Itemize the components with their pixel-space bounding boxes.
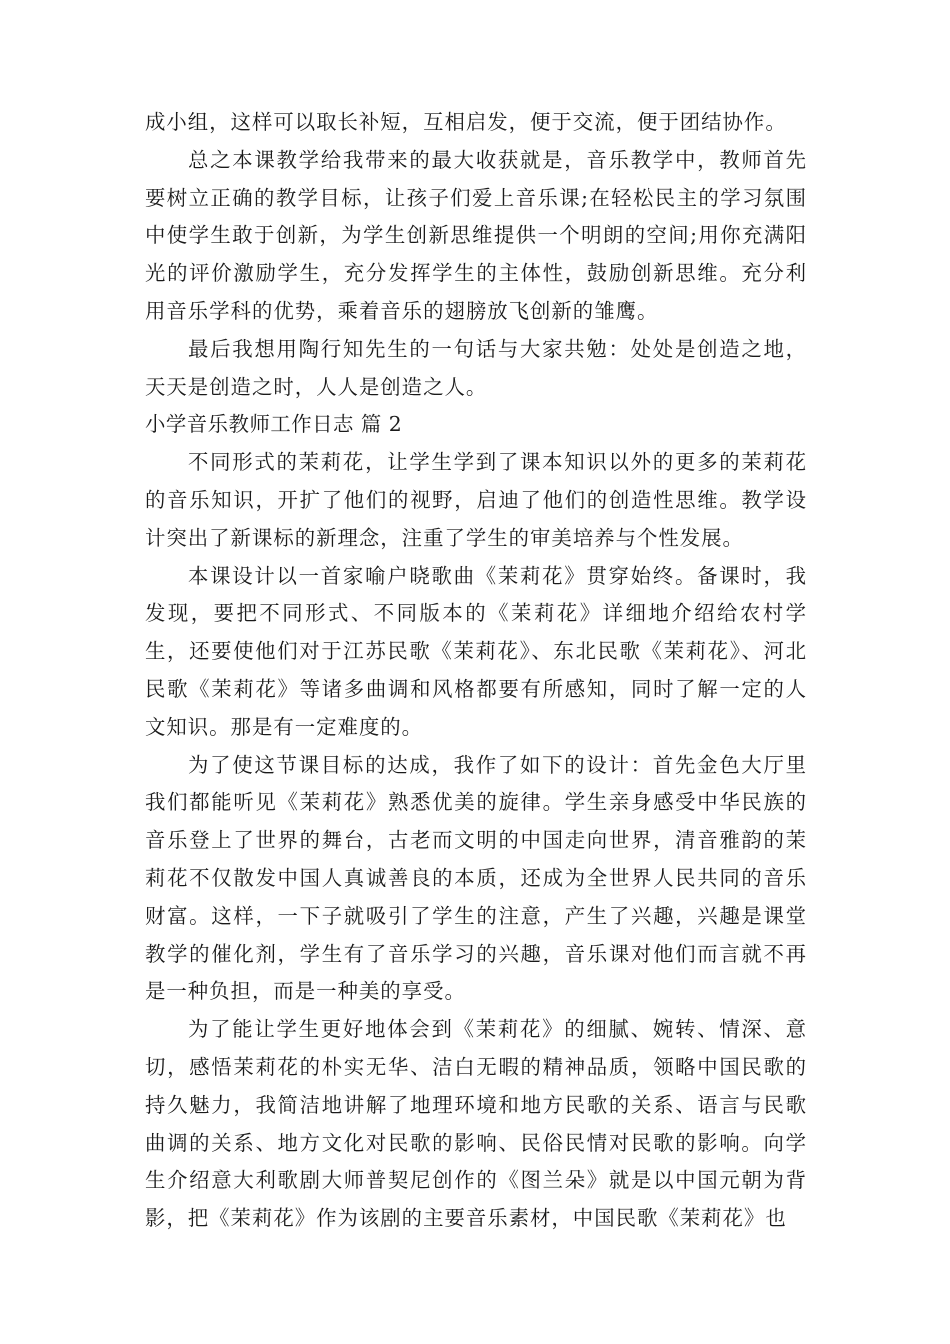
paragraph: 总之本课教学给我带来的最大收获就是，音乐教学中，教师首先要树立正确的教学目标，让孩子们爱上音乐课;在轻松民主的学习氛围中使学生敢于创新，为学生创新思维提供一个明朗的空间;用你充满阳光的评价激励学生，充分发挥学生的主体性，鼓励创新思维。充分利用音乐学科的优势，乘着音乐的翅膀放飞创新的雏鹰。 bbox=[145, 147, 807, 323]
paragraph: 为了能让学生更好地体会到《茉莉花》的细腻、婉转、情深、意切，感悟茉莉花的朴实无华、洁白无暇的精神品质，领略中国民歌的持久魅力，我简洁地讲解了地理环境和地方民歌的关系、语言与民歌曲调的关系、地方文化对民歌的影响、民俗民情对民歌的影响。向学生介绍意大利歌剧大师普契尼创作的《图兰朵》就是以中国元朝为背影，把《茉莉花》作为该剧的主要音乐素材，中国民歌《茉莉花》也 bbox=[145, 1017, 807, 1231]
paragraph: 成小组，这样可以取长补短，互相启发，便于交流，便于团结协作。 bbox=[145, 110, 787, 134]
paragraph: 不同形式的茉莉花，让学生学到了课本知识以外的更多的茉莉花的音乐知识，开扩了他们的视野，启迪了他们的创造性思维。教学设计突出了新课标的新理念，注重了学生的审美培养与个性发展。 bbox=[145, 450, 807, 550]
paragraph: 本课设计以一首家喻户晓歌曲《茉莉花》贯穿始终。备课时，我发现，要把不同形式、不同版本的《茉莉花》详细地介绍给农村学生，还要使他们对于江苏民歌《茉莉花》、东北民歌《茉莉花》、河北民歌《茉莉花》等诸多曲调和风格都要有所感知，同时了解一定的人文知识。那是有一定难度的。 bbox=[145, 563, 807, 739]
section-heading: 小学音乐教师工作日志 篇 2 bbox=[145, 412, 403, 437]
paragraph: 最后我想用陶行知先生的一句话与大家共勉：处处是创造之地，天天是创造之时，人人是创造之人。 bbox=[145, 336, 807, 399]
document-body bbox=[145, 104, 807, 1238]
paragraph: 为了使这节课目标的达成，我作了如下的设计：首先金色大厅里我们都能听见《茉莉花》熟悉优美的旋律。学生亲身感受中华民族的音乐登上了世界的舞台，古老而文明的中国走向世界，清音雅韵的茉莉花不仅散发中国人真诚善良的本质，还成为全世界人民共同的音乐财富。这样，一下子就吸引了学生的注意，产生了兴趣，兴趣是课堂教学的催化剂，学生有了音乐学习的兴趣，音乐课对他们而言就不再是一种负担，而是一种美的享受。 bbox=[145, 752, 807, 1004]
